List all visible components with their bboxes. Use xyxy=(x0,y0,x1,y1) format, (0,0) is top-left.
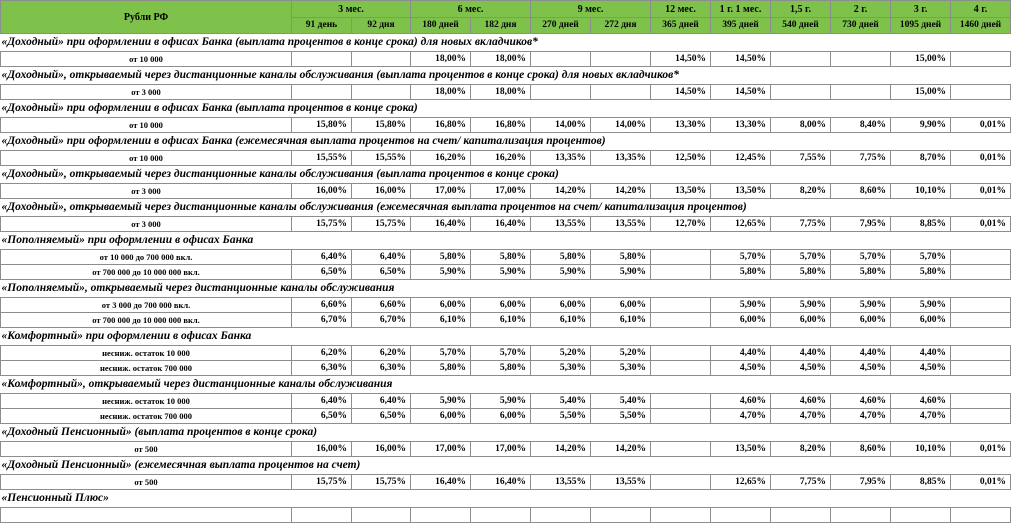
rate-cell: 6,20% xyxy=(292,346,352,361)
rate-cell: 16,00% xyxy=(352,184,411,199)
table-row xyxy=(1,442,1011,457)
group-header: 4 г. xyxy=(951,1,1011,18)
rate-cell: 8,20% xyxy=(771,442,831,457)
rate-cell: 5,80% xyxy=(471,250,531,265)
row-label: от 700 000 до 10 000 000 вкл. xyxy=(1,313,292,328)
rate-cell: 12,45% xyxy=(711,151,771,166)
rate-cell: 17,00% xyxy=(471,442,531,457)
rate-cell: 16,40% xyxy=(411,475,471,490)
rate-cell: 17,00% xyxy=(471,184,531,199)
rate-cell: 5,50% xyxy=(531,409,591,424)
rate-cell: 5,80% xyxy=(891,265,951,280)
rate-cell: 14,00% xyxy=(531,118,591,133)
rate-cell: 6,60% xyxy=(352,298,411,313)
section-header-row xyxy=(1,166,1011,184)
section-header-row xyxy=(1,34,1011,52)
rate-cell: 4,50% xyxy=(891,361,951,376)
term-header: 92 дня xyxy=(352,18,411,34)
rate-cell xyxy=(651,475,711,490)
rate-cell: 12,65% xyxy=(711,217,771,232)
rate-cell: 4,70% xyxy=(771,409,831,424)
group-header: 3 г. xyxy=(891,1,951,18)
section-header-row xyxy=(1,199,1011,217)
rate-cell xyxy=(951,313,1011,328)
row-label: от 10 000 xyxy=(1,118,292,133)
rate-cell: 15,55% xyxy=(352,151,411,166)
row-label: несниж. остаток 700 000 xyxy=(1,361,292,376)
rate-cell: 5,70% xyxy=(891,250,951,265)
rate-cell: 16,00% xyxy=(292,184,352,199)
section-title: «Доходный» при оформлении в офисах Банка (ежемесячная выплата процентов на счет/ капитализация процентов) xyxy=(1,133,1011,151)
rate-cell xyxy=(292,85,352,100)
table-row xyxy=(1,151,1011,166)
rate-cell: 8,60% xyxy=(831,184,891,199)
rate-cell: 4,40% xyxy=(771,346,831,361)
rate-cell xyxy=(591,85,651,100)
rate-cell xyxy=(951,394,1011,409)
rate-cell: 4,60% xyxy=(831,394,891,409)
rate-cell: 0,01% xyxy=(951,217,1011,232)
rate-cell: 16,00% xyxy=(352,442,411,457)
rate-cell: 6,00% xyxy=(771,313,831,328)
term-header: 730 дней xyxy=(831,18,891,34)
rate-cell xyxy=(352,52,411,67)
rate-cell: 5,90% xyxy=(411,394,471,409)
rate-cell xyxy=(292,508,352,523)
term-header: 365 дней xyxy=(651,18,711,34)
rate-cell: 9,90% xyxy=(891,118,951,133)
rate-cell: 13,50% xyxy=(711,442,771,457)
table-row xyxy=(1,265,1011,280)
table-row xyxy=(1,508,1011,523)
rate-cell: 15,75% xyxy=(292,217,352,232)
rate-cell xyxy=(951,346,1011,361)
rate-cell xyxy=(651,508,711,523)
rate-cell: 14,20% xyxy=(591,184,651,199)
row-label: от 3 000 до 700 000 вкл. xyxy=(1,298,292,313)
rate-cell: 4,50% xyxy=(711,361,771,376)
row-label: несниж. остаток 10 000 xyxy=(1,394,292,409)
rate-cell: 6,70% xyxy=(292,313,352,328)
rate-cell xyxy=(531,52,591,67)
currency-header: Рубли РФ xyxy=(1,1,292,34)
rate-cell: 14,50% xyxy=(711,52,771,67)
section-title: «Доходный» при оформлении в офисах Банка (выплата процентов в конце срока) для новых вкладчиков* xyxy=(1,34,1011,52)
rate-cell: 16,80% xyxy=(471,118,531,133)
section-header-row xyxy=(1,376,1011,394)
section-header-row xyxy=(1,490,1011,508)
rate-cell xyxy=(711,508,771,523)
rate-cell xyxy=(531,85,591,100)
rate-cell xyxy=(951,250,1011,265)
group-header: 3 мес. xyxy=(292,1,411,18)
rate-cell: 6,10% xyxy=(411,313,471,328)
rate-cell: 15,80% xyxy=(352,118,411,133)
rate-cell: 13,30% xyxy=(711,118,771,133)
rate-cell: 16,40% xyxy=(411,217,471,232)
rate-cell xyxy=(352,508,411,523)
group-header: 6 мес. xyxy=(411,1,531,18)
rate-cell: 0,01% xyxy=(951,442,1011,457)
rate-cell: 6,00% xyxy=(831,313,891,328)
rate-cell: 5,90% xyxy=(891,298,951,313)
rate-cell: 5,40% xyxy=(591,394,651,409)
rate-cell: 12,65% xyxy=(711,475,771,490)
rate-cell: 5,70% xyxy=(831,250,891,265)
rate-cell: 13,50% xyxy=(651,184,711,199)
rate-cell: 5,70% xyxy=(771,250,831,265)
rate-cell: 14,50% xyxy=(711,85,771,100)
row-label: от 500 xyxy=(1,442,292,457)
group-header: 9 мес. xyxy=(531,1,651,18)
rate-cell xyxy=(951,508,1011,523)
rate-cell: 6,10% xyxy=(591,313,651,328)
rate-cell: 6,00% xyxy=(411,409,471,424)
rate-cell: 6,70% xyxy=(352,313,411,328)
section-title: «Доходный», открываемый через дистанционные каналы обслуживания (ежемесячная выплата процентов на счет/ капитализация процентов) xyxy=(1,199,1011,217)
rate-cell: 13,55% xyxy=(591,217,651,232)
rate-cell: 15,00% xyxy=(891,85,951,100)
section-title: «Комфортный» при оформлении в офисах Банка xyxy=(1,328,1011,346)
rate-cell: 4,70% xyxy=(711,409,771,424)
row-label: от 3 000 xyxy=(1,217,292,232)
rate-cell: 16,40% xyxy=(471,475,531,490)
rate-cell xyxy=(651,313,711,328)
section-title: «Пенсионный Плюс» xyxy=(1,490,1011,508)
rate-cell: 0,01% xyxy=(951,475,1011,490)
row-label: от 500 xyxy=(1,475,292,490)
group-header: 1 г. 1 мес. xyxy=(711,1,771,18)
section-title: «Доходный Пенсионный» (выплата процентов в конце срока) xyxy=(1,424,1011,442)
rate-cell: 5,90% xyxy=(531,265,591,280)
term-header: 91 день xyxy=(292,18,352,34)
rate-cell: 4,50% xyxy=(831,361,891,376)
table-row xyxy=(1,361,1011,376)
table-row xyxy=(1,313,1011,328)
rate-cell: 10,10% xyxy=(891,184,951,199)
rate-cell xyxy=(771,52,831,67)
rate-cell: 5,80% xyxy=(411,250,471,265)
rate-cell: 6,40% xyxy=(352,394,411,409)
rate-cell: 4,60% xyxy=(771,394,831,409)
rate-cell: 15,00% xyxy=(891,52,951,67)
term-header: 270 дней xyxy=(531,18,591,34)
rate-cell xyxy=(651,361,711,376)
rate-cell: 6,30% xyxy=(352,361,411,376)
rate-cell: 5,40% xyxy=(531,394,591,409)
table-row xyxy=(1,394,1011,409)
rate-cell: 8,60% xyxy=(831,442,891,457)
rate-cell: 5,70% xyxy=(471,346,531,361)
rate-cell: 14,20% xyxy=(531,184,591,199)
rate-cell: 6,40% xyxy=(292,250,352,265)
rate-cell xyxy=(891,508,951,523)
row-label: от 10 000 xyxy=(1,52,292,67)
rate-cell: 17,00% xyxy=(411,442,471,457)
rate-cell: 16,80% xyxy=(411,118,471,133)
table-row xyxy=(1,298,1011,313)
row-label: несниж. остаток 700 000 xyxy=(1,409,292,424)
rate-cell: 5,80% xyxy=(471,361,531,376)
section-title: «Комфортный», открываемый через дистанционные каналы обслуживания xyxy=(1,376,1011,394)
section-title: «Доходный» при оформлении в офисах Банка (выплата процентов в конце срока) xyxy=(1,100,1011,118)
section-header-row xyxy=(1,100,1011,118)
rate-cell: 5,70% xyxy=(711,250,771,265)
term-header: 540 дней xyxy=(771,18,831,34)
term-header: 182 дня xyxy=(471,18,531,34)
rate-cell: 5,90% xyxy=(471,265,531,280)
section-title: «Доходный», открываемый через дистанционные каналы обслуживания (выплата процентов в конце срока) xyxy=(1,166,1011,184)
rate-cell: 0,01% xyxy=(951,184,1011,199)
rate-cell: 16,20% xyxy=(471,151,531,166)
rate-cell: 14,50% xyxy=(651,85,711,100)
rate-cell: 5,90% xyxy=(411,265,471,280)
rate-cell xyxy=(771,508,831,523)
row-label: от 10 000 до 700 000 вкл. xyxy=(1,250,292,265)
rate-cell: 4,70% xyxy=(891,409,951,424)
rate-cell xyxy=(771,85,831,100)
rate-cell xyxy=(951,298,1011,313)
rate-cell: 13,55% xyxy=(531,475,591,490)
header-row-groups xyxy=(1,1,1011,18)
rate-cell: 6,40% xyxy=(352,250,411,265)
rate-cell: 5,90% xyxy=(711,298,771,313)
rate-cell: 7,75% xyxy=(831,151,891,166)
rate-cell xyxy=(951,265,1011,280)
section-title: «Доходный Пенсионный» (ежемесячная выплата процентов на счет) xyxy=(1,457,1011,475)
rate-cell: 8,20% xyxy=(771,184,831,199)
rate-cell: 13,35% xyxy=(531,151,591,166)
rate-cell: 8,85% xyxy=(891,217,951,232)
term-header: 395 дней xyxy=(711,18,771,34)
rate-cell: 16,40% xyxy=(471,217,531,232)
rate-cell: 4,60% xyxy=(891,394,951,409)
rate-cell: 14,20% xyxy=(531,442,591,457)
rate-cell: 5,20% xyxy=(531,346,591,361)
rate-cell: 7,95% xyxy=(831,475,891,490)
rate-cell: 8,00% xyxy=(771,118,831,133)
rate-cell: 12,70% xyxy=(651,217,711,232)
rate-cell: 5,80% xyxy=(591,250,651,265)
term-header: 1460 дней xyxy=(951,18,1011,34)
rate-cell: 5,90% xyxy=(591,265,651,280)
row-label: от 10 000 xyxy=(1,151,292,166)
rate-cell: 7,75% xyxy=(771,217,831,232)
rate-cell: 6,00% xyxy=(411,298,471,313)
rate-cell: 16,00% xyxy=(292,442,352,457)
rate-cell: 8,70% xyxy=(891,151,951,166)
rate-cell: 6,30% xyxy=(292,361,352,376)
rate-cell: 13,50% xyxy=(711,184,771,199)
rate-cell: 7,75% xyxy=(771,475,831,490)
rate-cell xyxy=(591,508,651,523)
rate-cell: 4,70% xyxy=(831,409,891,424)
rate-cell: 5,80% xyxy=(711,265,771,280)
row-label: от 3 000 xyxy=(1,85,292,100)
table-row xyxy=(1,475,1011,490)
rate-cell: 5,80% xyxy=(771,265,831,280)
rate-cell: 6,10% xyxy=(471,313,531,328)
rate-cell xyxy=(651,394,711,409)
section-header-row xyxy=(1,280,1011,298)
rate-cell xyxy=(471,508,531,523)
rate-cell: 16,20% xyxy=(411,151,471,166)
rate-cell: 13,55% xyxy=(591,475,651,490)
rate-cell: 4,40% xyxy=(891,346,951,361)
section-header-row xyxy=(1,457,1011,475)
section-header-row xyxy=(1,133,1011,151)
section-title: «Доходный», открываемый через дистанционные каналы обслуживания (выплата процентов в конце срока) для новых вкладчиков* xyxy=(1,67,1011,85)
rate-cell: 15,75% xyxy=(292,475,352,490)
rate-cell: 4,60% xyxy=(711,394,771,409)
rate-cell: 14,00% xyxy=(591,118,651,133)
rate-cell: 6,10% xyxy=(531,313,591,328)
rate-cell: 6,00% xyxy=(891,313,951,328)
rate-cell: 10,10% xyxy=(891,442,951,457)
rate-cell: 5,70% xyxy=(411,346,471,361)
rate-cell: 5,80% xyxy=(531,250,591,265)
rate-cell xyxy=(531,508,591,523)
rate-cell: 6,00% xyxy=(531,298,591,313)
rate-cell: 6,00% xyxy=(591,298,651,313)
table-row xyxy=(1,346,1011,361)
table-row xyxy=(1,409,1011,424)
section-header-row xyxy=(1,424,1011,442)
rate-cell xyxy=(951,52,1011,67)
row-label xyxy=(1,508,292,523)
rate-cell xyxy=(411,508,471,523)
rate-cell: 4,50% xyxy=(771,361,831,376)
rate-cell: 7,95% xyxy=(831,217,891,232)
table-row xyxy=(1,52,1011,67)
row-label: от 700 000 до 10 000 000 вкл. xyxy=(1,265,292,280)
group-header: 2 г. xyxy=(831,1,891,18)
rate-cell: 15,80% xyxy=(292,118,352,133)
section-title: «Пополняемый» при оформлении в офисах Банка xyxy=(1,232,1011,250)
rate-cell xyxy=(651,442,711,457)
rate-cell xyxy=(831,85,891,100)
rate-cell: 5,90% xyxy=(831,298,891,313)
rate-cell: 18,00% xyxy=(411,85,471,100)
rate-cell: 6,00% xyxy=(471,298,531,313)
rate-cell: 6,50% xyxy=(292,265,352,280)
rate-cell: 18,00% xyxy=(411,52,471,67)
rate-cell: 6,50% xyxy=(352,409,411,424)
section-header-row xyxy=(1,232,1011,250)
rate-cell: 17,00% xyxy=(411,184,471,199)
section-header-row xyxy=(1,328,1011,346)
rate-cell: 15,75% xyxy=(352,217,411,232)
rate-cell: 13,30% xyxy=(651,118,711,133)
rate-cell: 6,00% xyxy=(711,313,771,328)
rate-cell xyxy=(651,298,711,313)
rate-cell: 5,30% xyxy=(591,361,651,376)
rate-cell: 8,85% xyxy=(891,475,951,490)
rate-cell xyxy=(651,346,711,361)
rate-cell xyxy=(951,85,1011,100)
rate-cell xyxy=(831,52,891,67)
rate-cell: 0,01% xyxy=(951,151,1011,166)
rate-cell: 6,20% xyxy=(352,346,411,361)
rate-cell: 6,00% xyxy=(471,409,531,424)
group-header: 12 мес. xyxy=(651,1,711,18)
table-body xyxy=(1,1,1011,523)
section-header-row xyxy=(1,67,1011,85)
rate-cell: 12,50% xyxy=(651,151,711,166)
term-header: 1095 дней xyxy=(891,18,951,34)
section-title: «Пополняемый», открываемый через дистанционные каналы обслуживания xyxy=(1,280,1011,298)
rate-cell: 4,40% xyxy=(711,346,771,361)
rate-cell xyxy=(951,409,1011,424)
rate-cell xyxy=(352,85,411,100)
rate-cell: 5,80% xyxy=(411,361,471,376)
rate-cell: 4,40% xyxy=(831,346,891,361)
table-row xyxy=(1,184,1011,199)
rate-cell: 18,00% xyxy=(471,52,531,67)
row-label: несниж. остаток 10 000 xyxy=(1,346,292,361)
rate-cell: 8,40% xyxy=(831,118,891,133)
rate-cell: 6,40% xyxy=(292,394,352,409)
rate-cell: 5,50% xyxy=(591,409,651,424)
rate-cell: 5,80% xyxy=(831,265,891,280)
table-row xyxy=(1,85,1011,100)
rate-cell xyxy=(591,52,651,67)
rate-cell xyxy=(951,361,1011,376)
term-header: 180 дней xyxy=(411,18,471,34)
rate-cell: 6,60% xyxy=(292,298,352,313)
rate-cell: 5,20% xyxy=(591,346,651,361)
rate-cell: 18,00% xyxy=(471,85,531,100)
rate-cell: 6,50% xyxy=(352,265,411,280)
row-label: от 3 000 xyxy=(1,184,292,199)
rate-cell xyxy=(831,508,891,523)
rate-cell: 5,90% xyxy=(771,298,831,313)
table-row xyxy=(1,250,1011,265)
rate-cell: 5,90% xyxy=(471,394,531,409)
rate-cell: 13,35% xyxy=(591,151,651,166)
rate-cell: 13,55% xyxy=(531,217,591,232)
rate-cell: 5,30% xyxy=(531,361,591,376)
rate-cell: 0,01% xyxy=(951,118,1011,133)
table-row xyxy=(1,118,1011,133)
table-row xyxy=(1,217,1011,232)
rate-cell xyxy=(651,409,711,424)
term-header: 272 дня xyxy=(591,18,651,34)
rate-cell: 15,75% xyxy=(352,475,411,490)
group-header: 1,5 г. xyxy=(771,1,831,18)
rate-cell: 14,20% xyxy=(591,442,651,457)
rate-cell: 6,50% xyxy=(292,409,352,424)
rate-cell xyxy=(651,265,711,280)
rate-cell xyxy=(292,52,352,67)
rate-cell: 14,50% xyxy=(651,52,711,67)
rate-cell: 15,55% xyxy=(292,151,352,166)
rate-cell: 7,55% xyxy=(771,151,831,166)
rate-cell xyxy=(651,250,711,265)
